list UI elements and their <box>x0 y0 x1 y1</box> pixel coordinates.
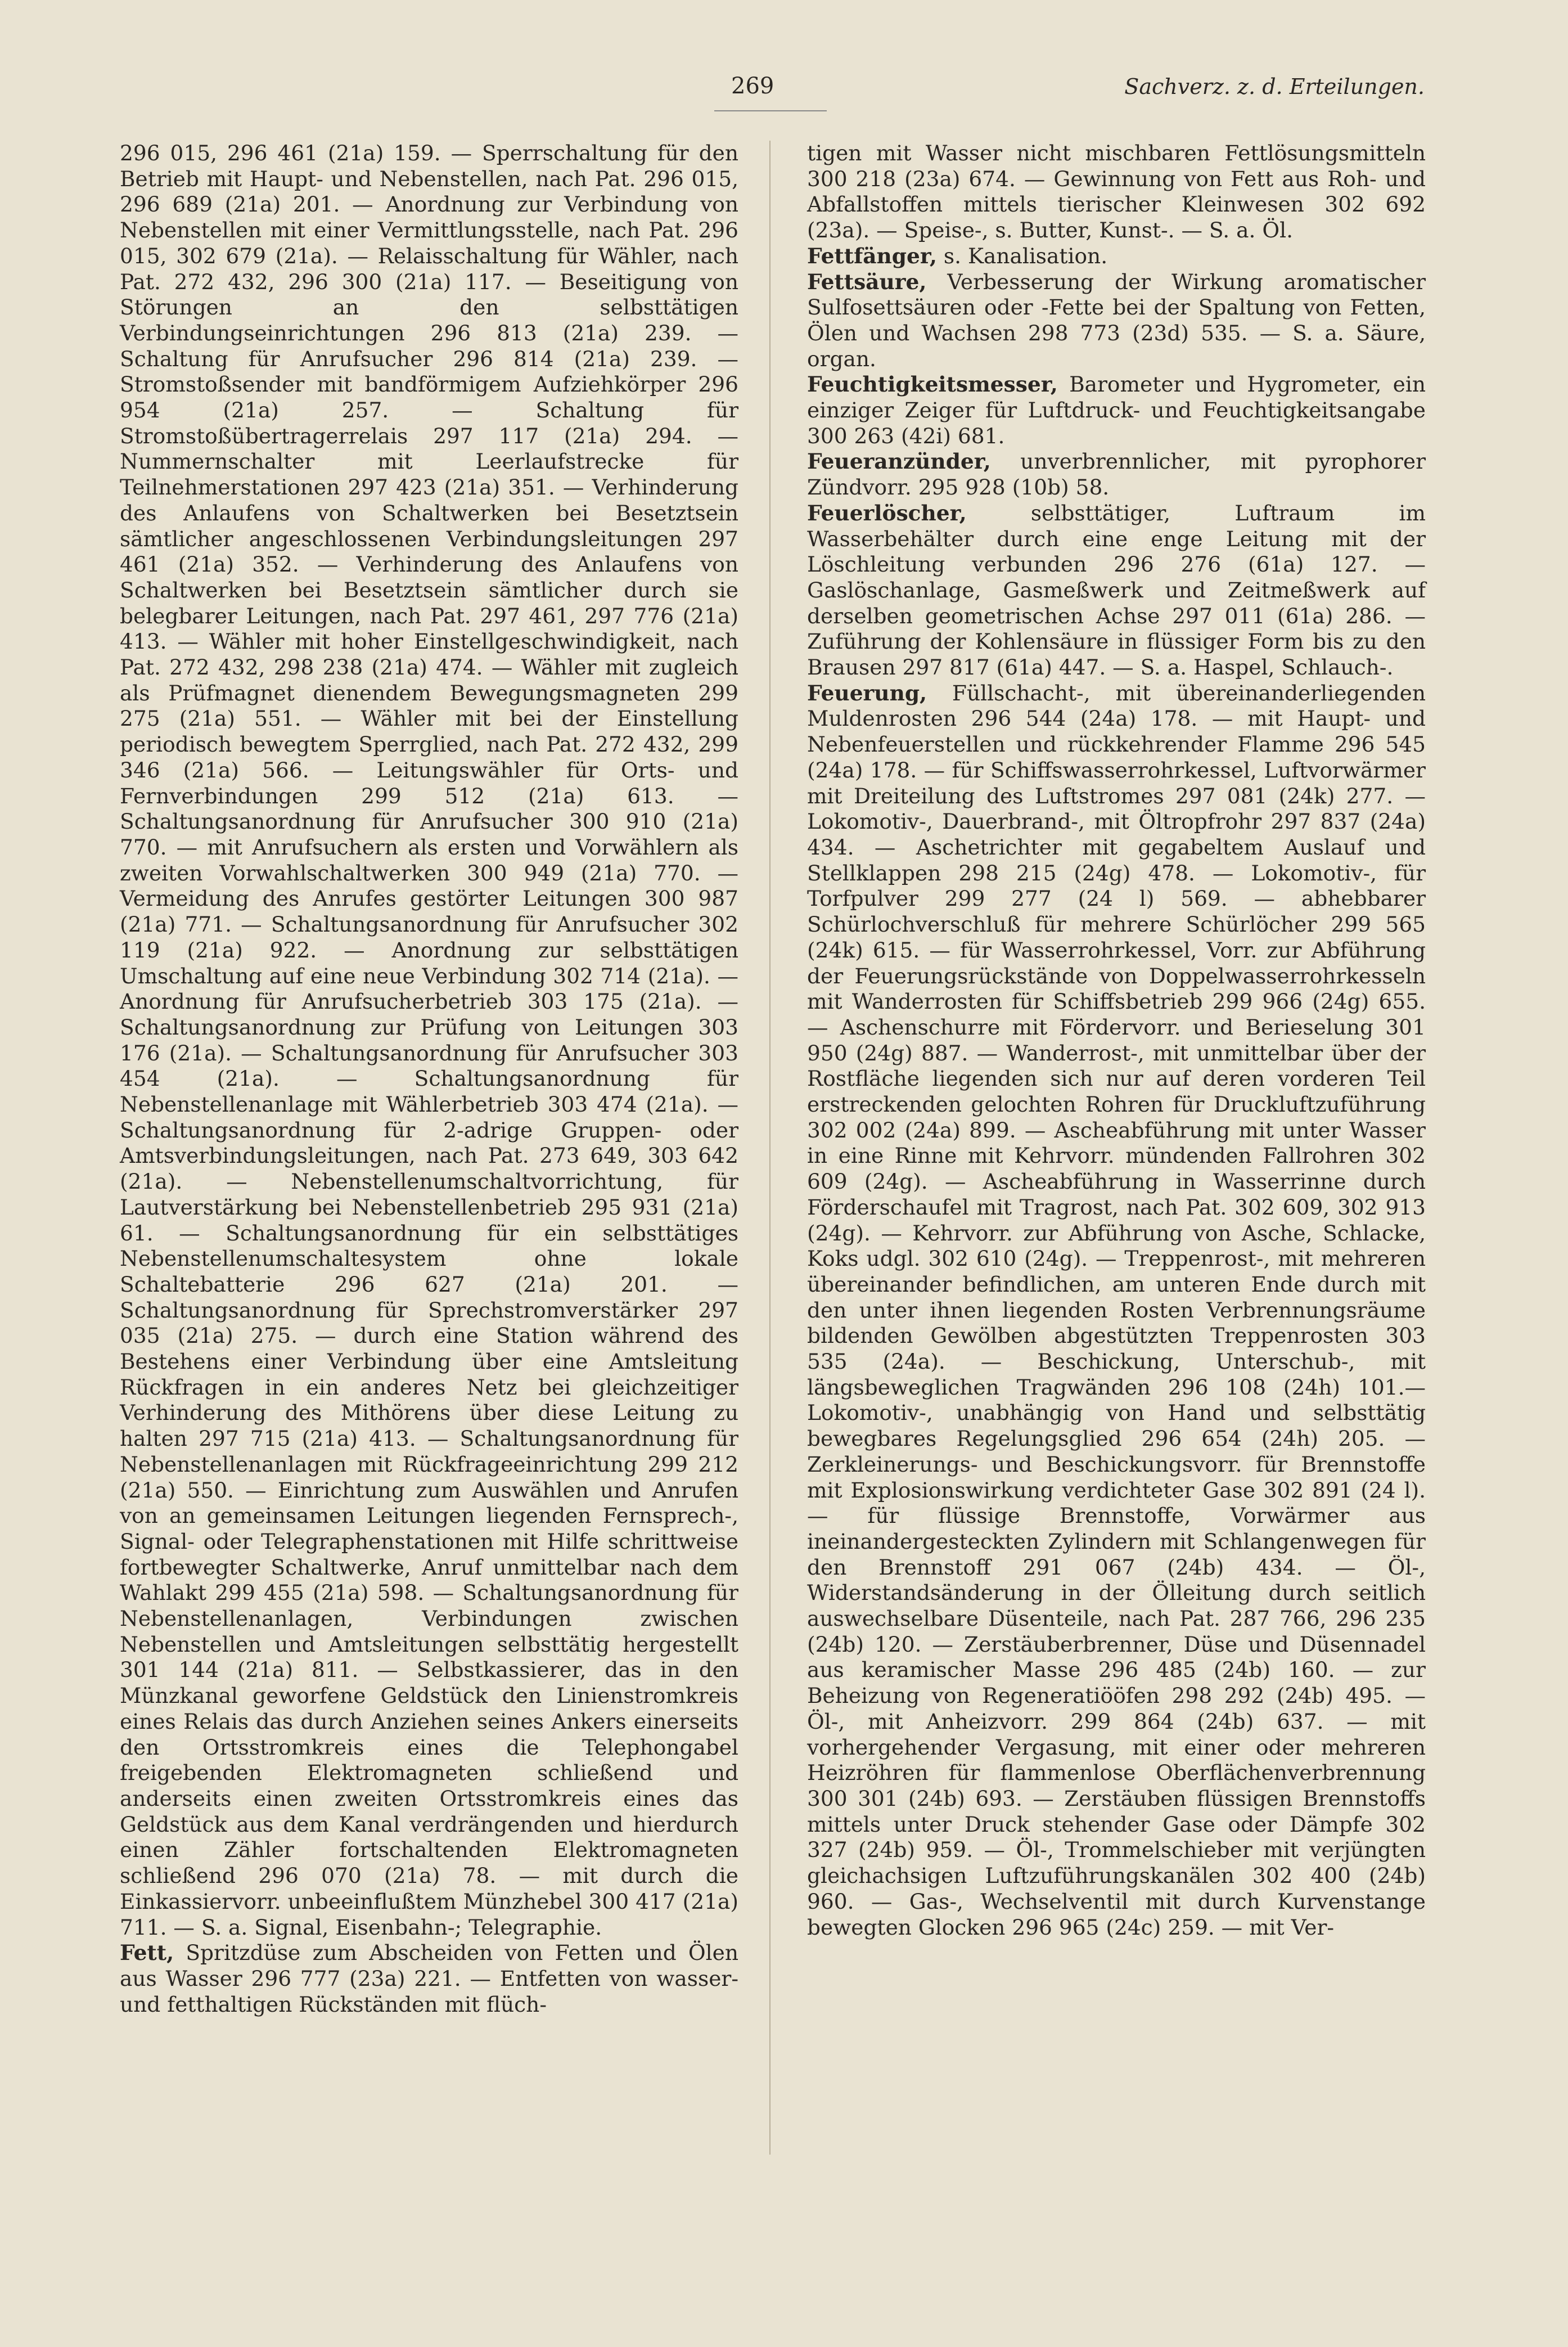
entry-headword: Feueranzünder, <box>807 449 991 474</box>
entry-headword: Fettfänger, <box>807 243 937 268</box>
page-number: 269 <box>731 73 774 99</box>
header-rule <box>714 110 827 111</box>
index-entry <box>807 269 1426 372</box>
entry-text: Spritzdüse zum Abscheiden von Fetten und Ölen aus Wasser 296 777 (23a) 221. — Entfetten von wasser- und fetthaltigen Rückständen mit flüch- <box>120 1940 738 2017</box>
entry-headword: Feuerung, <box>807 680 927 705</box>
entry-headword: Fett, <box>120 1940 174 1966</box>
running-head: Sachverz. z. d. Erteilungen. <box>1124 74 1425 99</box>
column-divider <box>769 141 771 2155</box>
index-entry <box>120 141 738 1940</box>
index-entry <box>807 501 1426 681</box>
entry-headword: Feuchtigkeitsmesser, <box>807 372 1058 397</box>
entry-headword: Feuerlöscher, <box>807 500 967 525</box>
index-entry <box>807 244 1426 269</box>
entry-text: tigen mit Wasser nicht mischbaren Fettlösungsmitteln 300 218 (23a) 674. — Gewinnung von Fett aus Roh- und Abfallstoffen mittels tierischer Kleinwesen 302 692 (23a). — Speise-, s. Butter, Kunst-. — S. a. Öl. <box>807 141 1426 243</box>
right-column <box>807 141 1426 1940</box>
entry-text: Verbesserung der Wirkung aromatischer Sulfosettsäuren oder -Fette bei der Spaltung von Fetten, Ölen und Wachsen 298 773 (23d) 535. — S. a. Säure, organ. <box>807 269 1426 371</box>
left-column <box>120 141 738 2017</box>
entry-text: 296 015, 296 461 (21a) 159. — Sperrschaltung für den Betrieb mit Haupt- und Nebenstellen, nach Pat. 296 015, 296 689 (21a) 201. — Anordnung zur Verbindung von Nebenstellen mit einer Vermittlungsstelle, nach Pat. 296 015, 302 679 (21a). — Relaisschaltung für Wähler, nach Pat. 272 432, 296 300 (21a) 117. — Beseitigung von Störungen an den selbsttätigen Verbindungseinrichtungen 296 813 (21a) 239. — Schaltung für Anrufsucher 296 814 (21a) 239. — Stromstoßsender mit bandförmigem Aufziehkörper 296 954 (21a) 257. — Schaltung für Stromstoßübertragerrelais 297 117 (21a) 294. — Nummernschalter mit Leerlaufstrecke für Teilnehmerstationen 297 423 (21a) 351. — Verhinderung des Anlaufens von Schaltwerken bei Besetztsein sämtlicher angeschlossenen Verbindungsleitungen 297 461 (21a) 352. — Verhinderung des Anlaufens von Schaltwerken bei Besetztsein sämtlicher durch sie belegbarer Leitungen, nach Pat. 297 461, 297 776 (21a) 413. — Wähler mit hoher Einstellgeschwindigkeit, nach Pat. 272 432, 298 238 (21a) 474. — Wähler mit zugleich als Prüfmagnet dienendem Bewegungsmagneten 299 275 (21a) 551. — Wähler mit bei der Einstellung periodisch bewegtem Sperrglied, nach Pat. 272 432, 299 346 (21a) 566. — Leitungswähler für Orts- und Fernverbindungen 299 512 (21a) 613. — Schaltungsanordnung für Anrufsucher 300 910 (21a) 770. — mit Anrufsuchern als ersten und Vorwählern als zweiten Vorwahlschaltwerken 300 949 (21a) 770. — Vermeidung des Anrufes gestörter Leitungen 300 987 (21a) 771. — Schaltungsanordnung für Anrufsucher 302 119 (21a) 922. — Anordnung zur selbsttätigen Umschaltung auf eine neue Verbindung 302 714 (21a). — Anordnung für Anrufsucherbetrieb 303 175 (21a). — Schaltungsanordnung zur Prüfung von Leitungen 303 176 (21a). — Schaltungsanordnung für Anrufsucher 303 454 (21a). — Schaltungsanordnung für Nebenstellenanlage mit Wählerbetrieb 303 474 (21a). — Schaltungsanordnung für 2-adrige Gruppen- oder Amtsverbindungsleitungen, nach Pat. 273 649, 303 642 (21a). — Nebenstellenumschaltvorrichtung, für Lautverstärkung bei Nebenstellenbetrieb 295 931 (21a) 61. — Schaltungsanordnung für ein selbsttätiges Nebenstellenumschaltesystem ohne lokale Schaltebatterie 296 627 (21a) 201. — Schaltungsanordnung für Sprechstromverstärker 297 035 (21a) 275. — durch eine Station während des Bestehens einer Verbindung über eine Amtsleitung Rückfragen in ein anderes Netz bei gleichzeitiger Verhinderung des Mithörens über diese Leitung zu halten 297 715 (21a) 413. — Schaltungsanordnung für Nebenstellenanlagen mit Rückfrageeinrichtung 299 212 (21a) 550. — Einrichtung zum Auswählen und Anrufen von an gemeinsamen Leitungen liegenden Fernsprech-, Signal- oder Telegraphenstationen mit Hilfe schrittweise fortbewegter Schaltwerke, Anruf unmittelbar nach dem Wahlakt 299 455 (21a) 598. — Schaltungsanordnung für Nebenstellenanlagen, Verbindungen zwischen Nebenstellen und Amtsleitungen selbsttätig hergestellt 301 144 (21a) 811. — Selbstkassierer, das in den Münzkanal geworfene Geldstück den Linienstromkreis eines Relais das durch Anziehen seines Ankers einerseits den Ortsstromkreis eines die Telephongabel freigebenden Elektromagneten schließend und anderseits einen zweiten Ortsstromkreis eines das Geldstück aus dem Kanal verdrängenden und hierdurch einen Zähler fortschaltenden Elektromagneten schließend 296 070 (21a) 78. — mit durch die Einkassiervorr. unbeeinflußtem Münzhebel 300 417 (21a) 711. — S. a. Signal, Eisenbahn-; Telegraphie. <box>120 141 738 1940</box>
index-entry <box>807 372 1426 449</box>
entry-headword: Fettsäure, <box>807 269 927 294</box>
index-entry <box>807 141 1426 244</box>
entry-text: unverbrennlicher, mit pyrophorer Zündvorr. 295 928 (10b) 58. <box>807 449 1426 500</box>
index-entry <box>120 1940 738 2017</box>
index-entry <box>807 449 1426 500</box>
entry-text: selbsttätiger, Luftraum im Wasserbehälter durch eine enge Leitung mit der Löschleitung verbunden 296 276 (61a) 127. — Gaslöschanlage, Gasmeßwerk und Zeitmeßwerk auf derselben geometrischen Achse 297 011 (61a) 286. — Zuführung der Kohlensäure in flüssiger Form bis zu den Brausen 297 817 (61a) 447. — S. a. Haspel, Schlauch-. <box>807 500 1426 680</box>
entry-text: Barometer und Hygrometer, ein einziger Zeiger für Luftdruck- und Feuchtigkeitsangabe 300 263 (42i) 681. <box>807 372 1426 448</box>
index-entry <box>807 681 1426 1940</box>
entry-text: s. Kanalisation. <box>936 243 1108 268</box>
entry-text: Füllschacht-, mit übereinanderliegenden Muldenrosten 296 544 (24a) 178. — mit Haupt- und Nebenfeuerstellen und rückkehrender Flamme 296 545 (24a) 178. — für Schiffswasserrohrkessel, Luftvorwärmer mit Dreiteilung des Luftstromes 297 081 (24k) 277. — Lokomotiv-, Dauerbrand-, mit Öltropfrohr 297 837 (24a) 434. — Aschetrichter mit gegabeltem Auslauf und Stellklappen 298 215 (24g) 478. — Lokomotiv-, für Torfpulver 299 277 (24 l) 569. — abhebbarer Schürlochverschluß für mehrere Schürlöcher 299 565 (24k) 615. — für Wasserrohrkessel, Vorr. zur Abführung der Feuerungsrückstände von Doppelwasserrohrkesseln mit Wanderrosten für Schiffsbetrieb 299 966 (24g) 655. — Aschenschurre mit Fördervorr. und Berieselung 301 950 (24g) 887. — Wanderrost-, mit unmittelbar über der Rostfläche liegenden sich nur auf deren vorderen Teil erstreckenden gelochten Rohren für Druckluftzuführung 302 002 (24a) 899. — Ascheabführung mit unter Wasser in eine Rinne mit Kehrvorr. mündenden Fallrohren 302 609 (24g). — Ascheabführung in Wasserrinne durch Förderschaufel mit Tragrost, nach Pat. 302 609, 302 913 (24g). — Kehrvorr. zur Abführung von Asche, Schlacke, Koks udgl. 302 610 (24g). — Treppenrost-, mit mehreren übereinander befindlichen, am unteren Ende durch mit den unter ihnen liegenden Rosten Verbrennungsräume bildenden Gewölben abgestützten Treppenrosten 303 535 (24a). — Beschickung, Unterschub-, mit längsbeweglichen Tragwänden 296 108 (24h) 101.—Lokomotiv-, unabhängig von Hand und selbsttätig bewegbares Regelungsglied 296 654 (24h) 205. — Zerkleinerungs- und Beschickungsvorr. für Brennstoffe mit Explosionswirkung verdichteter Gase 302 891 (24 l). — für flüssige Brennstoffe, Vorwärmer aus ineinandergesteckten Zylindern mit Schlangenwegen für den Brennstoff 291 067 (24b) 434. — Öl-, Widerstandsänderung in der Ölleitung durch seitlich auswechselbare Düsenteile, nach Pat. 287 766, 296 235 (24b) 120. — Zerstäuberbrenner, Düse und Düsennadel aus keramischer Masse 296 485 (24b) 160. — zur Beheizung von Regeneratiööfen 298 292 (24b) 495. — Öl-, mit Anheizvorr. 299 864 (24b) 637. — mit vorhergehender Vergasung, mit einer oder mehreren Heizröhren für flammenlose Oberflächenverbrennung 300 301 (24b) 693. — Zerstäuben flüssigen Brennstoffs mittels unter Druck stehender Gase oder Dämpfe 302 327 (24b) 959. — Öl-, Trommelschieber mit verjüngten gleichachsigen Luftzuführungskanälen 302 400 (24b) 960. — Gas-, Wechselventil mit durch Kurvenstange bewegten Glocken 296 965 (24c) 259. — mit Ver- <box>807 680 1426 1940</box>
